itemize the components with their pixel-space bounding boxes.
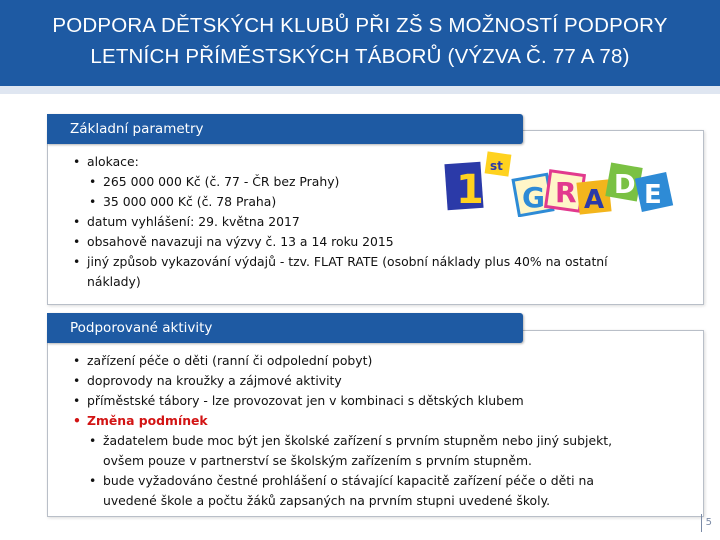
list-subitem-allocation-78: • 35 000 000 Kč (č. 78 Praha): [73, 192, 663, 212]
header-divider: [0, 86, 720, 94]
grade-letter-r: R: [555, 176, 577, 209]
flat-rate-line-1: • jiný způsob vykazování výdajů - tzv. FLAT RATE (osobní náklady plus 40% na ostatní: [87, 254, 608, 269]
grade-letter-a-block: [576, 179, 611, 215]
declaration-line-2: uvedené škole a počtu žáků zapsaných na prvním stupni uvedené školy.: [103, 493, 551, 508]
list-item-day-camps: • příměstské tábory - lze provozovat jen v kombinaci s dětských klubem: [73, 391, 693, 411]
list-item-flat-rate: [73, 252, 663, 292]
grade-number-block: [444, 162, 483, 213]
supported-activities-list: [73, 351, 693, 511]
list-item-change-of-conditions: • Změna podmínek: [73, 411, 693, 431]
section-heading-supported-activities: Podporované aktivity: [47, 313, 523, 343]
list-subitem-applicant: [73, 431, 693, 471]
list-item-childcare: • zařízení péče o děti (ranní či odpolední pobyt): [73, 351, 693, 371]
grade-letter-e: E: [644, 180, 662, 210]
grade-number: 1: [456, 167, 484, 213]
page-title: [10, 10, 710, 72]
list-item-allocation: • alokace:: [73, 152, 663, 172]
first-grade-image: [444, 151, 674, 217]
list-subitem-declaration: [73, 471, 693, 511]
flat-rate-line-2: náklady): [87, 274, 141, 289]
title-bar: [0, 0, 720, 86]
section-heading-basic-parameters: Základní parametry: [47, 114, 523, 144]
list-item-escorts: • doprovody na kroužky a zájmové aktivity: [73, 371, 693, 391]
list-subitem-allocation-77: • 265 000 000 Kč (č. 77 - ČR bez Prahy): [73, 172, 663, 192]
grade-letter-d: D: [614, 170, 636, 200]
grade-letter-g: G: [522, 181, 545, 214]
page-number: 5: [701, 514, 712, 532]
list-item-continuation: • obsahově navazuji na výzvy č. 13 a 14 roku 2015: [73, 232, 663, 252]
title-line-2: LETNÍCH PŘÍMĚSTSKÝCH TÁBORŮ (VÝZVA Č. 77 A 78): [90, 45, 630, 68]
grade-superscript: st: [490, 159, 503, 173]
list-item-announcement-date: • datum vyhlášení: 29. května 2017: [73, 212, 663, 232]
title-line-1: PODPORA DĚTSKÝCH KLUBŮ PŘI ZŠ S MOŽNOSTÍ PODPORY: [52, 14, 668, 37]
applicant-line-1: • žadatelem bude moc být jen školské zařízení s prvním stupněm nebo jiný subjekt,: [103, 433, 613, 448]
applicant-line-2: ovšem pouze v partnerství se školským zařízením s prvním stupněm.: [103, 453, 532, 468]
grade-letter-a: A: [584, 185, 605, 215]
declaration-line-1: • bude vyžadováno čestné prohlášení o stávající kapacitě zařízení péče o děti na: [103, 473, 594, 488]
